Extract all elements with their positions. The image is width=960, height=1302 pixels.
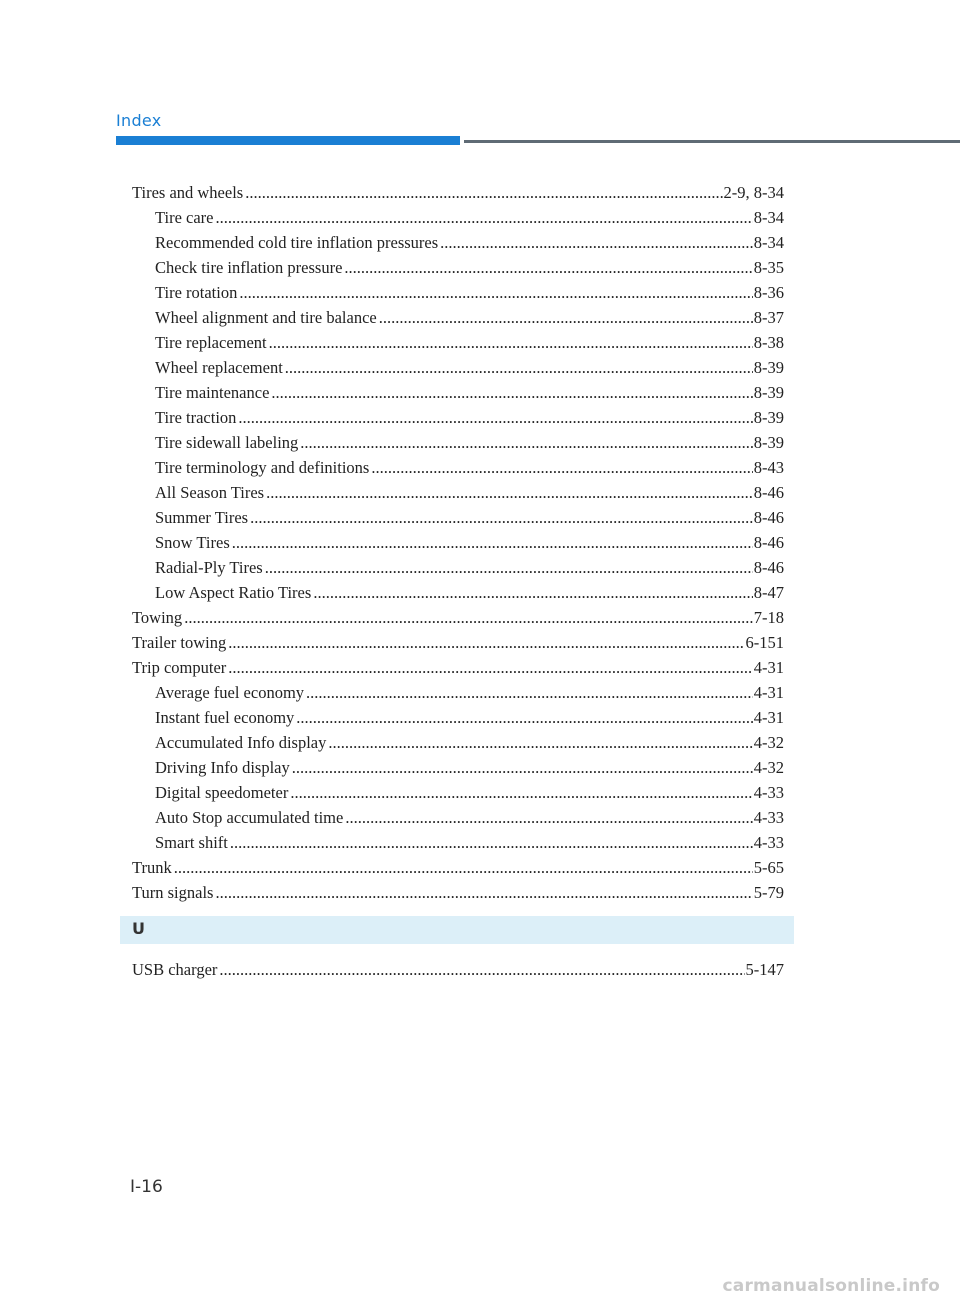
dot-leader (328, 730, 752, 755)
dot-leader (238, 405, 752, 430)
dot-leader (245, 180, 722, 205)
index-term: Towing (132, 608, 183, 627)
index-term: Tire terminology and definitions (155, 458, 370, 477)
index-entry (132, 880, 784, 905)
dot-leader (271, 380, 752, 405)
dot-leader (285, 355, 753, 380)
dot-leader (344, 255, 752, 280)
dot-leader (266, 480, 753, 505)
index-term: Trip computer (132, 658, 227, 677)
index-subentry (132, 305, 784, 330)
index-term: Accumulated Info display (155, 733, 327, 752)
index-subentry (132, 705, 784, 730)
dot-leader (232, 530, 753, 555)
dot-leader (184, 605, 753, 630)
index-subentry (132, 430, 784, 455)
index-term: Tire rotation (155, 283, 238, 302)
index-subentry (132, 480, 784, 505)
index-page-ref: 8-39 (753, 358, 784, 377)
dot-leader (219, 957, 744, 982)
index-page-ref: 8-34 (753, 208, 784, 227)
index-entry (132, 605, 784, 630)
dot-leader (345, 805, 752, 830)
dot-leader (230, 830, 753, 855)
index-page-ref: 8-39 (753, 408, 784, 427)
index-page-ref: 8-39 (753, 383, 784, 402)
index-page-ref: 4-31 (753, 708, 784, 727)
section-header-u (120, 916, 794, 944)
index-term: Summer Tires (155, 508, 249, 527)
dot-leader (250, 505, 753, 530)
index-subentry (132, 205, 784, 230)
dot-leader (239, 280, 752, 305)
dot-leader (216, 205, 753, 230)
index-subentry (132, 830, 784, 855)
index-page-ref: 8-46 (753, 533, 784, 552)
index-page-ref: 8-47 (753, 583, 784, 602)
index-subentry (132, 230, 784, 255)
dot-leader (269, 330, 753, 355)
index-term: Low Aspect Ratio Tires (155, 583, 312, 602)
index-subentry (132, 530, 784, 555)
header-accent-bar (116, 136, 460, 145)
index-page-ref: 4-33 (753, 783, 784, 802)
index-subentry (132, 680, 784, 705)
index-term: USB charger (132, 960, 218, 979)
header-rule-line (464, 140, 960, 143)
index-page-ref: 4-32 (753, 733, 784, 752)
dot-leader (300, 430, 752, 455)
index-subentry (132, 730, 784, 755)
index-page-ref: 4-33 (753, 808, 784, 827)
index-page-ref: 8-35 (753, 258, 784, 277)
dot-leader (215, 880, 752, 905)
index-page-ref: 7-18 (753, 608, 784, 627)
index-subentry (132, 380, 784, 405)
index-entry (132, 630, 784, 655)
index-page-ref: 6-151 (745, 633, 784, 652)
index-subentry (132, 455, 784, 480)
index-term: Check tire inflation pressure (155, 258, 343, 277)
index-subentry (132, 280, 784, 305)
dot-leader (290, 780, 752, 805)
index-term: Snow Tires (155, 533, 230, 552)
index-page-ref: 8-46 (753, 508, 784, 527)
index-subentry (132, 505, 784, 530)
index-term: Recommended cold tire inflation pressures (155, 233, 439, 252)
index-term: Radial-Ply Tires (155, 558, 263, 577)
dot-leader (379, 305, 753, 330)
index-page-ref: 5-65 (753, 858, 784, 877)
index-page-ref: 5-79 (753, 883, 784, 902)
index-term: Average fuel economy (155, 683, 305, 702)
index-subentry (132, 755, 784, 780)
index-page-ref: 8-39 (753, 433, 784, 452)
index-term: Auto Stop accumulated time (155, 808, 344, 827)
index-term: Wheel alignment and tire balance (155, 308, 377, 327)
index-page-ref: 4-32 (753, 758, 784, 777)
index-subentry (132, 255, 784, 280)
index-subentry (132, 580, 784, 605)
index-term: Tire replacement (155, 333, 267, 352)
dot-leader (440, 230, 753, 255)
page-number: I-16 (130, 1177, 163, 1197)
dot-leader (228, 655, 752, 680)
index-term: Tire traction (155, 408, 237, 427)
index-page-ref: 8-46 (753, 558, 784, 577)
index-page-ref: 4-31 (753, 683, 784, 702)
index-term: Wheel replacement (155, 358, 283, 377)
page-header-title: Index (116, 111, 162, 130)
index-term: Driving Info display (155, 758, 290, 777)
index-term: Instant fuel economy (155, 708, 295, 727)
index-subentry (132, 355, 784, 380)
dot-leader (292, 755, 753, 780)
index-term: All Season Tires (155, 483, 265, 502)
index-term: Turn signals (132, 883, 214, 902)
dot-leader (306, 680, 753, 705)
index-subentry (132, 805, 784, 830)
section-letter: U (132, 919, 145, 938)
index-entry (132, 180, 784, 205)
dot-leader (174, 855, 753, 880)
index-term: Trailer towing (132, 633, 227, 652)
dot-leader (313, 580, 752, 605)
index-term: Digital speedometer (155, 783, 289, 802)
index-term: Trunk (132, 858, 172, 877)
index-entry (132, 855, 784, 880)
index-subentry (132, 330, 784, 355)
index-page-ref: 8-43 (753, 458, 784, 477)
dot-leader (265, 555, 753, 580)
index-page-ref: 4-33 (753, 833, 784, 852)
index-page-ref: 2-9, 8-34 (723, 183, 784, 202)
index-page-ref: 8-46 (753, 483, 784, 502)
index-page-ref: 8-37 (753, 308, 784, 327)
index-term: Tires and wheels (132, 183, 244, 202)
index-page-ref: 8-36 (753, 283, 784, 302)
index-list-u (132, 957, 784, 982)
dot-leader (228, 630, 744, 655)
dot-leader (371, 455, 752, 480)
dot-leader (296, 705, 752, 730)
index-entry (132, 957, 784, 982)
index-subentry (132, 780, 784, 805)
index-list-t (132, 180, 784, 905)
index-term: Tire maintenance (155, 383, 270, 402)
index-page-ref: 8-38 (753, 333, 784, 352)
index-term: Tire care (155, 208, 214, 227)
index-entry (132, 655, 784, 680)
index-subentry (132, 405, 784, 430)
index-term: Smart shift (155, 833, 228, 852)
index-page-ref: 8-34 (753, 233, 784, 252)
index-subentry (132, 555, 784, 580)
index-page-ref: 4-31 (753, 658, 784, 677)
watermark: carmanualsonline.info (722, 1276, 940, 1296)
index-term: Tire sidewall labeling (155, 433, 299, 452)
index-page-ref: 5-147 (745, 960, 784, 979)
